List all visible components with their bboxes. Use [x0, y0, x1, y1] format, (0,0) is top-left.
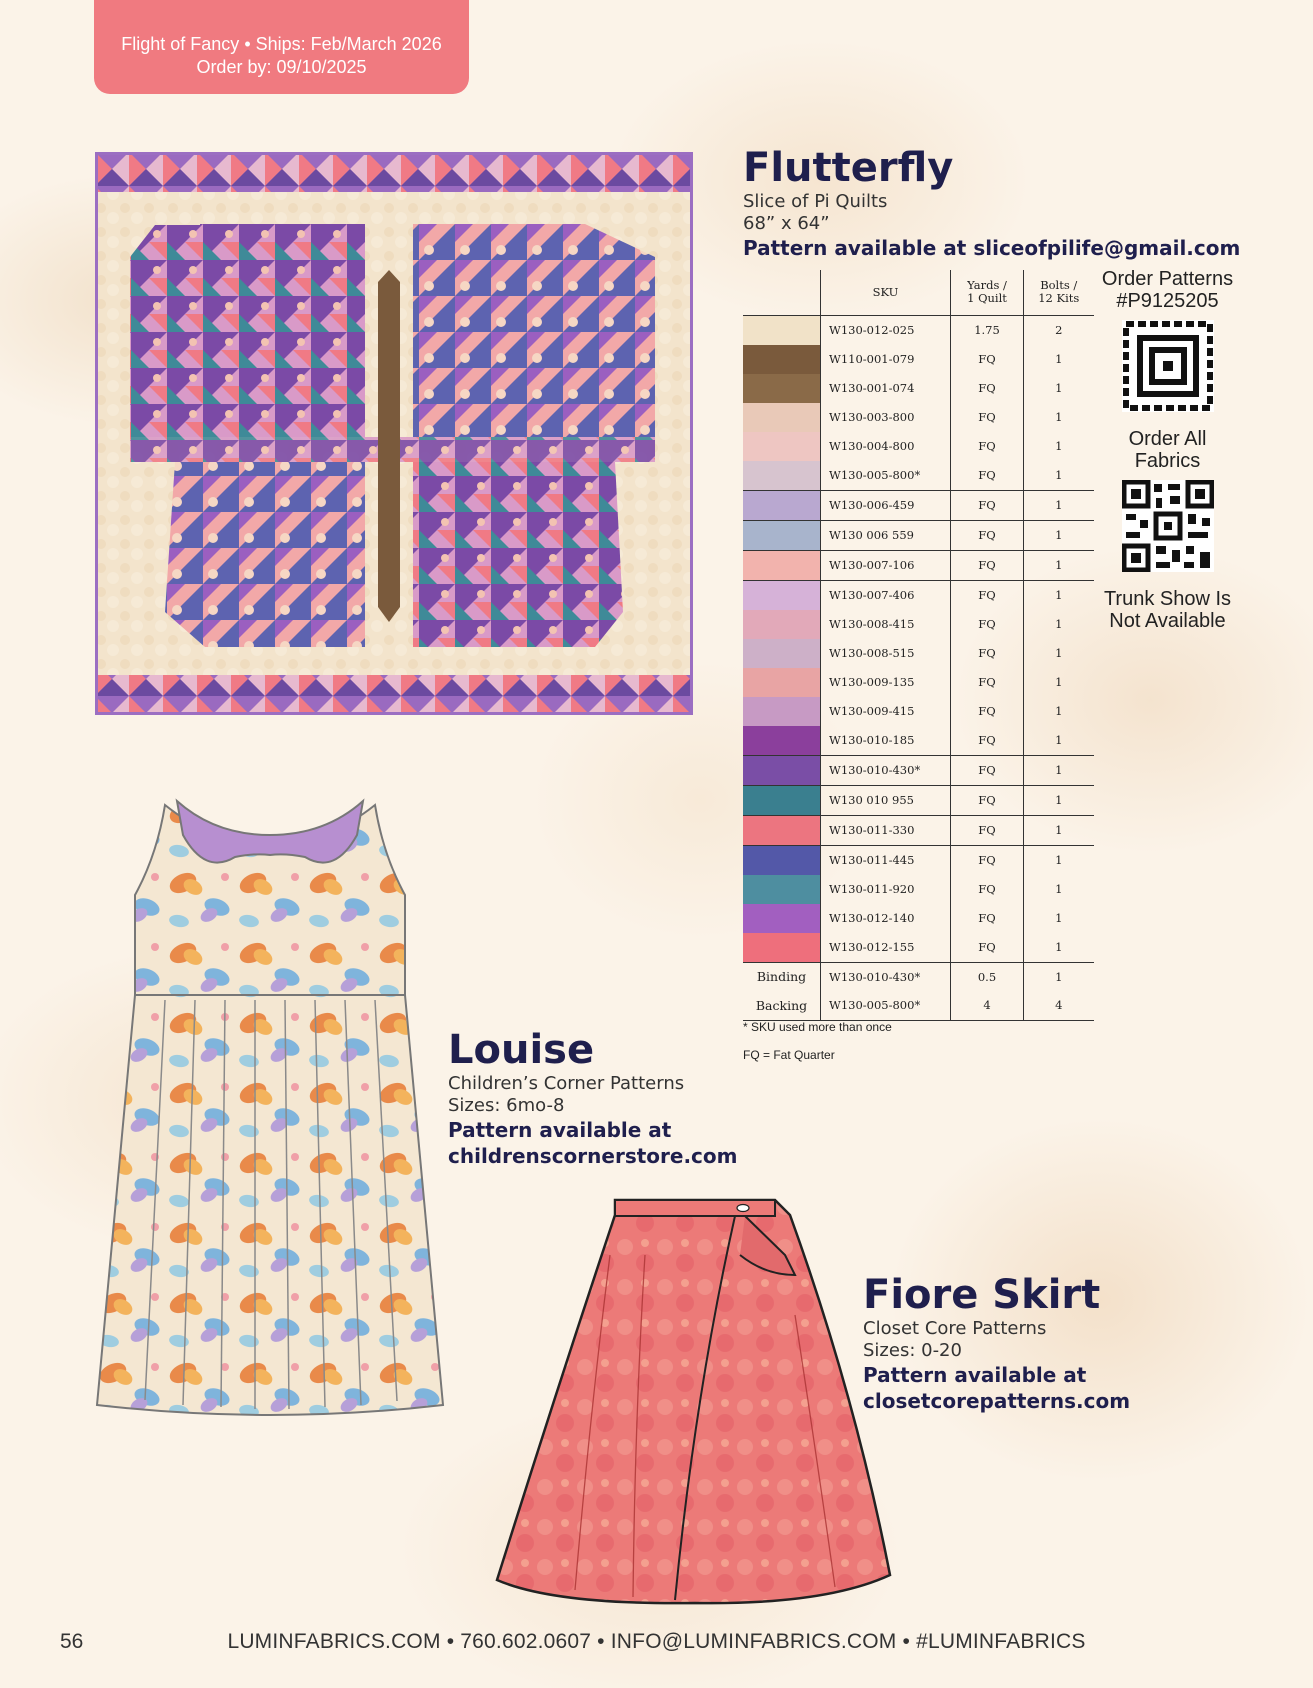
table-row	[743, 785, 1094, 815]
table-row	[743, 432, 1094, 461]
swatch-fill	[743, 639, 820, 668]
table-row	[743, 403, 1094, 432]
fabric-swatch	[743, 697, 821, 726]
swatch-fill	[743, 374, 820, 403]
sku-cell: W130-012-025	[821, 315, 951, 345]
sku-header: SKU	[821, 270, 951, 315]
sku-cell: W130-009-135	[821, 668, 951, 697]
order-patterns-number: #P9125205	[1116, 290, 1219, 312]
yards-cell: FQ	[951, 815, 1024, 845]
header-tab	[94, 0, 469, 94]
bolts-cell: 1	[1024, 432, 1094, 461]
louise-title: Louise	[448, 1027, 595, 1073]
bolts-header-line2: 12 Kits	[1038, 291, 1080, 306]
swatch-fill	[743, 786, 820, 815]
bolts-cell: 1	[1024, 815, 1094, 845]
louise-title-block	[448, 1027, 737, 1169]
sku-cell: W130 006 559	[821, 520, 951, 550]
footer-contact[interactable]: LUMINFABRICS.COM • 760.602.0607 • INFO@LUMINFABRICS.COM • #LUMINFABRICS	[227, 1630, 1086, 1653]
table-row	[743, 550, 1094, 580]
table-row	[743, 580, 1094, 610]
yards-header-line2: 1 Quilt	[967, 291, 1007, 306]
header-line-order-by: Order by: 09/10/2025	[196, 57, 367, 77]
fabric-swatch	[743, 639, 821, 668]
bolts-cell: 1	[1024, 668, 1094, 697]
sku-cell: W130-011-330	[821, 815, 951, 845]
sku-cell: W130 010 955	[821, 785, 951, 815]
bolts-header	[1024, 270, 1094, 315]
table-row	[743, 345, 1094, 374]
order-fabrics-label-1: Order All	[1128, 428, 1207, 450]
fabric-swatch	[743, 904, 821, 933]
flutterfly-designer: Slice of Pi Quilts	[743, 191, 888, 212]
bolts-cell: 1	[1024, 580, 1094, 610]
bolts-cell: 1	[1024, 933, 1094, 963]
fabric-swatch	[743, 845, 821, 875]
fabric-swatch	[743, 520, 821, 550]
swatch-fill	[743, 846, 820, 875]
yards-cell: FQ	[951, 345, 1024, 374]
louise-pattern-link-line2[interactable]: childrenscornerstore.com	[448, 1144, 738, 1168]
flutterfly-pattern-link[interactable]: Pattern available at sliceofpilife@gmail.com	[743, 236, 1241, 260]
swatch-fill	[743, 816, 820, 845]
sku-cell: W110-001-079	[821, 345, 951, 374]
sku-cell: W130-010-185	[821, 726, 951, 756]
sku-cell: W130-008-515	[821, 639, 951, 668]
sku-cell: W130-001-074	[821, 374, 951, 403]
table-row	[743, 755, 1094, 785]
bolts-cell: 1	[1024, 962, 1094, 991]
fiore-designer: Closet Core Patterns	[863, 1318, 1047, 1339]
yards-cell: FQ	[951, 490, 1024, 520]
swatch-fill	[743, 756, 820, 785]
fabric-swatch	[743, 610, 821, 639]
bolts-cell: 1	[1024, 461, 1094, 491]
order-fabrics-block	[1090, 428, 1245, 572]
fabric-swatch	[743, 785, 821, 815]
fabric-swatch	[743, 668, 821, 697]
fq-note: FQ = Fat Quarter	[743, 1048, 835, 1062]
table-row	[743, 875, 1094, 904]
trunk-show-line-1: Trunk Show Is	[1103, 588, 1232, 610]
fiore-title: Fiore Skirt	[863, 1272, 1101, 1318]
yards-header	[951, 270, 1024, 315]
bolts-cell: 1	[1024, 403, 1094, 432]
swatch-fill	[743, 610, 820, 639]
table-row	[743, 610, 1094, 639]
bolts-cell: 1	[1024, 520, 1094, 550]
bolts-cell: 1	[1024, 697, 1094, 726]
swatch-fill	[743, 668, 820, 697]
table-row	[743, 315, 1094, 345]
trunk-show-line-2: Not Available	[1109, 610, 1226, 632]
swatch-fill	[743, 461, 820, 490]
table-row	[743, 639, 1094, 668]
sku-cell: W130-007-406	[821, 580, 951, 610]
yards-cell: FQ	[951, 755, 1024, 785]
yards-cell: FQ	[951, 432, 1024, 461]
yards-cell: FQ	[951, 697, 1024, 726]
bolts-cell: 1	[1024, 639, 1094, 668]
swatch-fill	[743, 345, 820, 374]
fiore-pattern-link-line2[interactable]: closetcorepatterns.com	[863, 1389, 1131, 1413]
fabric-swatch	[743, 403, 821, 432]
sku-cell: W130-010-430*	[821, 962, 951, 991]
swatch-fill	[743, 581, 820, 610]
table-row	[743, 726, 1094, 756]
yards-cell: FQ	[951, 403, 1024, 432]
sku-cell: W130-011-920	[821, 875, 951, 904]
order-fabrics-label-2: Fabrics	[1134, 450, 1201, 472]
bolts-cell: 1	[1024, 726, 1094, 756]
fabric-swatch	[743, 815, 821, 845]
table-row	[743, 933, 1094, 963]
yards-cell: FQ	[951, 904, 1024, 933]
yards-header-line1: Yards /	[967, 278, 1007, 293]
sku-cell: W130-012-155	[821, 933, 951, 963]
yards-cell: 0.5	[951, 962, 1024, 991]
page-footer	[0, 1630, 1313, 1660]
order-fabrics-qr-icon[interactable]	[1122, 480, 1214, 572]
bolts-cell: 1	[1024, 345, 1094, 374]
table-row	[743, 697, 1094, 726]
sku-cell: W130-005-800*	[821, 991, 951, 1020]
swatch-fill	[743, 316, 820, 345]
table-row-binding	[743, 962, 1094, 991]
swatch-fill	[743, 551, 820, 580]
yards-cell: 1.75	[951, 315, 1024, 345]
swatch-fill	[743, 697, 820, 726]
sku-cell: W130-004-800	[821, 432, 951, 461]
fiore-sizes: Sizes: 0-20	[863, 1340, 962, 1361]
yards-cell: FQ	[951, 374, 1024, 403]
yards-cell: FQ	[951, 461, 1024, 491]
fabric-swatch	[743, 933, 821, 963]
order-patterns-block	[1090, 268, 1245, 412]
header-line-collection: Flight of Fancy • Ships: Feb/March 2026	[121, 34, 442, 54]
yards-cell: 4	[951, 991, 1024, 1020]
fabric-sku-table	[743, 270, 1094, 1021]
table-row	[743, 490, 1094, 520]
table-row-backing	[743, 991, 1094, 1020]
fabric-swatch	[743, 374, 821, 403]
yards-cell: FQ	[951, 933, 1024, 963]
table-row	[743, 374, 1094, 403]
backing-label: Backing	[743, 991, 821, 1020]
sku-cell: W130-008-415	[821, 610, 951, 639]
fabric-swatch	[743, 550, 821, 580]
flutterfly-quilt-image	[95, 152, 693, 715]
fabric-swatch	[743, 432, 821, 461]
sku-cell: W130-009-415	[821, 697, 951, 726]
bolts-cell: 1	[1024, 610, 1094, 639]
sku-cell: W130-006-459	[821, 490, 951, 520]
bolts-cell: 1	[1024, 785, 1094, 815]
yards-cell: FQ	[951, 639, 1024, 668]
sku-cell: W130-005-800*	[821, 461, 951, 491]
fabric-swatch	[743, 461, 821, 491]
bolts-cell: 1	[1024, 904, 1094, 933]
fabric-swatch	[743, 345, 821, 374]
bolts-cell: 1	[1024, 755, 1094, 785]
table-header-row	[743, 270, 1094, 315]
yards-cell: FQ	[951, 726, 1024, 756]
bolts-cell: 1	[1024, 875, 1094, 904]
sku-cell: W130-010-430*	[821, 755, 951, 785]
table-row	[743, 520, 1094, 550]
swatch-header	[743, 270, 821, 315]
yards-cell: FQ	[951, 520, 1024, 550]
table-row	[743, 668, 1094, 697]
table-row	[743, 815, 1094, 845]
louise-dress-image	[95, 795, 450, 1425]
yards-cell: FQ	[951, 785, 1024, 815]
table-row	[743, 904, 1094, 933]
swatch-fill	[743, 491, 820, 520]
bolts-header-line1: Bolts /	[1040, 278, 1078, 293]
louise-pattern-link-line1[interactable]: Pattern available at	[448, 1118, 672, 1142]
sku-cell: W130-011-445	[821, 845, 951, 875]
page-number: 56	[60, 1630, 84, 1653]
bolts-cell: 4	[1024, 991, 1094, 1020]
fiore-title-block	[863, 1272, 1130, 1414]
swatch-fill	[743, 904, 820, 933]
bolts-cell: 1	[1024, 374, 1094, 403]
swatch-fill	[743, 933, 820, 962]
order-patterns-label: Order Patterns	[1101, 268, 1234, 290]
flutterfly-title: Flutterfly	[743, 145, 954, 191]
flutterfly-title-block	[743, 145, 1240, 261]
fabric-swatch	[743, 490, 821, 520]
yards-cell: FQ	[951, 845, 1024, 875]
swatch-fill	[743, 521, 820, 550]
louise-designer: Children’s Corner Patterns	[448, 1073, 685, 1094]
yards-cell: FQ	[951, 550, 1024, 580]
flutterfly-size: 68” x 64”	[743, 213, 830, 234]
binding-label: Binding	[743, 962, 821, 991]
yards-cell: FQ	[951, 668, 1024, 697]
sku-cell: W130-012-140	[821, 904, 951, 933]
sku-table-body	[743, 315, 1094, 1020]
sku-note: * SKU used more than once	[743, 1020, 892, 1034]
fabric-swatch	[743, 315, 821, 345]
fiore-pattern-link-line1[interactable]: Pattern available at	[863, 1363, 1087, 1387]
swatch-fill	[743, 432, 820, 461]
fiore-skirt-image	[495, 1195, 895, 1605]
trunk-show-block	[1090, 588, 1245, 632]
yards-cell: FQ	[951, 610, 1024, 639]
bolts-cell: 1	[1024, 845, 1094, 875]
table-row	[743, 461, 1094, 491]
bolts-cell: 1	[1024, 490, 1094, 520]
bolts-cell: 2	[1024, 315, 1094, 345]
yards-cell: FQ	[951, 875, 1024, 904]
fabric-swatch	[743, 580, 821, 610]
swatch-fill	[743, 726, 820, 755]
fabric-swatch	[743, 875, 821, 904]
sku-cell: W130-003-800	[821, 403, 951, 432]
fabric-swatch	[743, 755, 821, 785]
table-row	[743, 845, 1094, 875]
sku-cell: W130-007-106	[821, 550, 951, 580]
fabric-swatch	[743, 726, 821, 756]
swatch-fill	[743, 403, 820, 432]
bolts-cell: 1	[1024, 550, 1094, 580]
yards-cell: FQ	[951, 580, 1024, 610]
swatch-fill	[743, 875, 820, 904]
louise-sizes: Sizes: 6mo-8	[448, 1095, 565, 1116]
order-patterns-qr-icon[interactable]	[1122, 320, 1214, 412]
